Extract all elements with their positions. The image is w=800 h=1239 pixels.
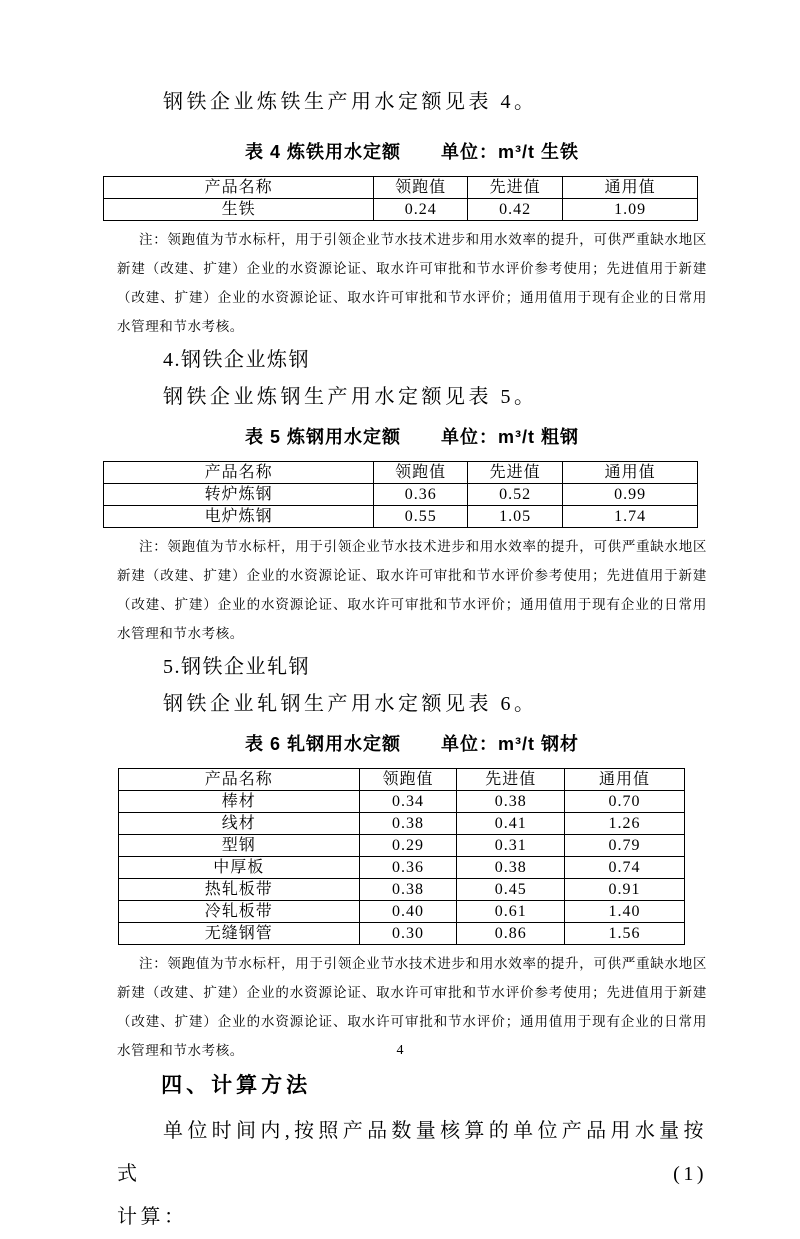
table-cell: 0.61 (457, 901, 565, 923)
intro-paragraph-steelmaking: 钢铁企业炼钢生产用水定额见表 5。 (163, 386, 538, 408)
column-header: 通用值 (563, 462, 698, 484)
column-header: 产品名称 (104, 462, 374, 484)
table-cell: 型钢 (119, 835, 360, 857)
table4-caption (117, 141, 707, 163)
calculation-line-1: 单位时间内,按照产品数量核算的单位产品用水量按式(1) (117, 1120, 707, 1185)
table-cell: 1.09 (563, 199, 698, 221)
table-cell: 0.38 (359, 813, 457, 835)
table-cell: 0.99 (563, 484, 698, 506)
table-cell: 0.29 (359, 835, 457, 857)
table-row (119, 813, 685, 835)
intro-paragraph-rolling: 钢铁企业轧钢生产用水定额见表 6。 (163, 693, 538, 715)
table6-caption (117, 733, 707, 755)
column-header: 通用值 (564, 769, 684, 791)
section-heading-calculation: 四、计算方法 (161, 1074, 312, 1097)
table6-note: 注：领跑值为节水标杆，用于引领企业节水技术进步和用水效率的提升，可供严重缺水地区新建（改建、扩建）企业的水资源论证、取水许可审批和节水评价参考使用；先进值用于新建（改建、扩建）企业的水资源论证、取水许可审批和节水评价；通用值用于现有企业的日常用水管理和节水考核。 (117, 956, 707, 1058)
table-cell: 生铁 (104, 199, 374, 221)
table-cell: 1.40 (564, 901, 684, 923)
table5-unit: 单位：m³/t 粗钢 (441, 427, 579, 447)
table-cell: 0.45 (457, 879, 565, 901)
table-cell: 中厚板 (119, 857, 360, 879)
table4-note: 注：领跑值为节水标杆，用于引领企业节水技术进步和用水效率的提升，可供严重缺水地区新建（改建、扩建）企业的水资源论证、取水许可审批和节水评价参考使用；先进值用于新建（改建、扩建）企业的水资源论证、取水许可审批和节水评价；通用值用于现有企业的日常用水管理和节水考核。 (117, 232, 707, 334)
table-cell: 0.38 (457, 791, 565, 813)
calculation-line-2: 计算： (117, 1206, 188, 1228)
table-cell: 0.74 (564, 857, 684, 879)
table-cell: 1.05 (468, 506, 563, 528)
table-cell: 0.24 (374, 199, 468, 221)
section-heading-steelmaking: 4.钢铁企业炼钢 (163, 349, 310, 371)
table-cell: 0.41 (457, 813, 565, 835)
table-cell: 0.31 (457, 835, 565, 857)
column-header: 通用值 (563, 177, 698, 199)
table-cell: 0.36 (359, 857, 457, 879)
table-row (104, 199, 698, 221)
table-cell: 1.74 (563, 506, 698, 528)
table-cell: 0.86 (457, 923, 565, 945)
column-header: 产品名称 (119, 769, 360, 791)
table-header-row (104, 462, 698, 484)
table-row (119, 857, 685, 879)
column-header: 产品名称 (104, 177, 374, 199)
table5-title: 表 5 炼钢用水定额 (244, 427, 401, 447)
table6-title: 表 6 轧钢用水定额 (244, 734, 401, 754)
table-cell: 1.26 (564, 813, 684, 835)
table4-title: 表 4 炼铁用水定额 (244, 142, 401, 162)
table-header-row (119, 769, 685, 791)
table-cell: 0.30 (359, 923, 457, 945)
table-cell: 线材 (119, 813, 360, 835)
table-cell: 0.79 (564, 835, 684, 857)
table-row (104, 506, 698, 528)
table-row (119, 879, 685, 901)
table4-unit: 单位：m³/t 生铁 (441, 142, 579, 162)
table-cell: 0.40 (359, 901, 457, 923)
table-cell: 0.55 (374, 506, 468, 528)
column-header: 领跑值 (374, 177, 468, 199)
column-header: 领跑值 (374, 462, 468, 484)
table-header-row (104, 177, 698, 199)
table-row (119, 923, 685, 945)
table-cell: 0.38 (457, 857, 565, 879)
calculation-paragraph (117, 1110, 707, 1239)
table-cell: 无缝钢管 (119, 923, 360, 945)
table-cell: 1.56 (564, 923, 684, 945)
section-heading-rolling: 5.钢铁企业轧钢 (163, 656, 310, 678)
page-number: 4 (396, 1043, 404, 1058)
table-cell: 0.38 (359, 879, 457, 901)
table-cell: 棒材 (119, 791, 360, 813)
rolling-water-quota-table (118, 768, 685, 945)
table-row (119, 901, 685, 923)
column-header: 领跑值 (359, 769, 457, 791)
table-cell: 电炉炼钢 (104, 506, 374, 528)
column-header: 先进值 (468, 177, 563, 199)
table-row (104, 484, 698, 506)
table-cell: 转炉炼钢 (104, 484, 374, 506)
table-cell: 0.70 (564, 791, 684, 813)
column-header: 先进值 (457, 769, 565, 791)
table6-unit: 单位：m³/t 钢材 (441, 734, 579, 754)
table-cell: 热轧板带 (119, 879, 360, 901)
table-cell: 0.52 (468, 484, 563, 506)
iron-water-quota-table (103, 176, 698, 221)
table-cell: 0.34 (359, 791, 457, 813)
table-cell: 0.91 (564, 879, 684, 901)
column-header: 先进值 (468, 462, 563, 484)
table5-note: 注：领跑值为节水标杆，用于引领企业节水技术进步和用水效率的提升，可供严重缺水地区新建（改建、扩建）企业的水资源论证、取水许可审批和节水评价参考使用；先进值用于新建（改建、扩建）企业的水资源论证、取水许可审批和节水评价；通用值用于现有企业的日常用水管理和节水考核。 (117, 539, 707, 641)
intro-paragraph-iron: 钢铁企业炼铁生产用水定额见表 4。 (163, 91, 538, 113)
table-row (119, 835, 685, 857)
table-cell: 0.42 (468, 199, 563, 221)
table-cell: 冷轧板带 (119, 901, 360, 923)
table-row (119, 791, 685, 813)
table5-caption (117, 426, 707, 448)
steelmaking-water-quota-table (103, 461, 698, 528)
table-cell: 0.36 (374, 484, 468, 506)
